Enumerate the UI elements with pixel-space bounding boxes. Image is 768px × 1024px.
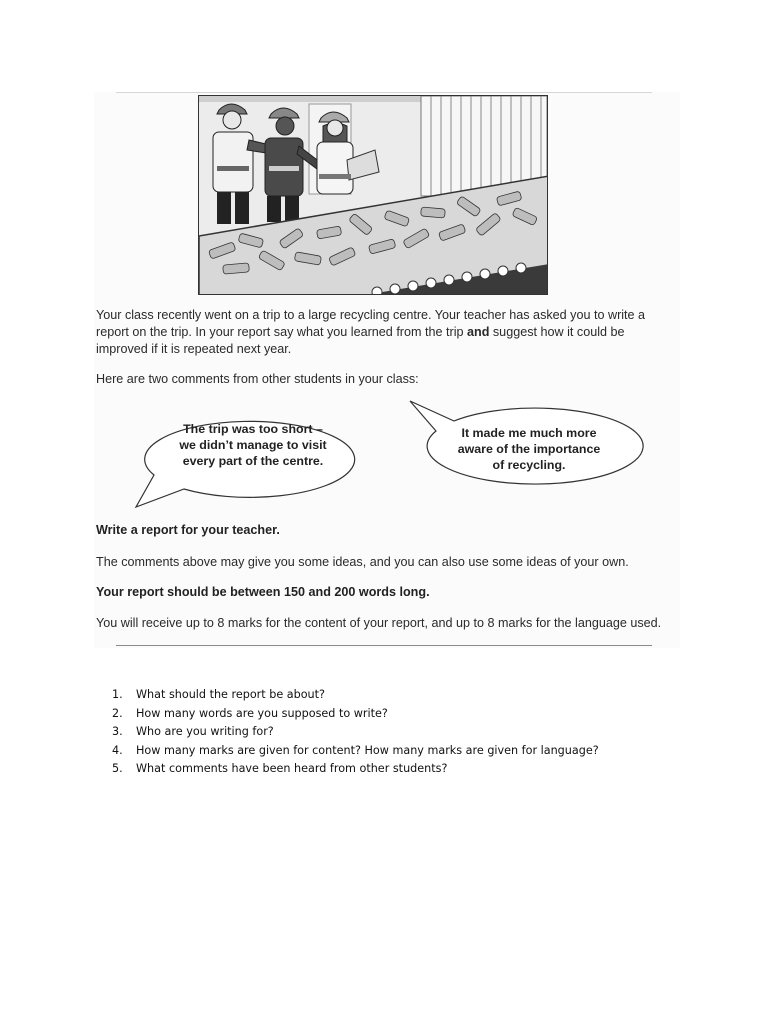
comment-2 [422,425,636,473]
question-list [112,686,599,779]
ideas-text: The comments above may give you some ideas, and you can also use some ideas of your own. [96,555,629,569]
length-requirement: Your report should be between 150 and 200 words long. [96,585,430,599]
question-number: 2. [112,706,123,720]
comment-1-line-1: The trip was too short – [183,422,323,436]
question-number: 3. [112,725,123,738]
exam-task-scan [94,92,680,648]
speech-bubbles [114,397,686,517]
marks-text: You will receive up to 8 marks for the content of your report, and up to 8 marks for the language used. [96,616,662,630]
question-text: How many marks are given for content? How many marks are given for language? [136,743,599,757]
comment-1 [148,421,358,469]
comment-1-line-3: every part of the centre. [182,454,324,468]
question-number: 4. [112,743,123,757]
question-text: What should the report be about? [136,688,325,701]
comment-1-line-2: we didn’t manage to visit [179,438,327,452]
task-intro-part1: Your class recently went on a trip to a large recycling centre. Your teacher has asked you to write a report on the trip. In your report say what you learned from the trip [96,308,646,339]
comment-2-line-1: It made me much more [461,426,597,440]
question-number: 1. [112,688,123,701]
task-instructions [96,307,678,358]
question-number: 5. [112,762,123,775]
question-text: What comments have been heard from other students? [136,762,448,775]
list-item [112,760,599,779]
bottom-rule [116,645,652,646]
question-text: Who are you writing for? [136,725,274,738]
list-item [112,705,599,724]
write-heading: Write a report for your teacher. [96,523,280,537]
list-item [112,686,599,705]
comment-2-line-2: aware of the importance [457,442,601,456]
task-intro-bold: and [467,325,490,339]
top-rule [116,92,652,93]
task-intro-part2: suggest how it could be improved if it is repeated next year. [96,325,625,356]
recycling-scene-drawing [199,96,548,295]
comments-intro: Here are two comments from other students in your class: [96,372,419,386]
comment-2-line-3: of recycling. [492,458,566,472]
list-item [112,723,599,742]
list-item [112,742,599,761]
question-text: How many words are you supposed to write? [136,706,388,720]
recycling-centre-illustration [198,95,548,295]
